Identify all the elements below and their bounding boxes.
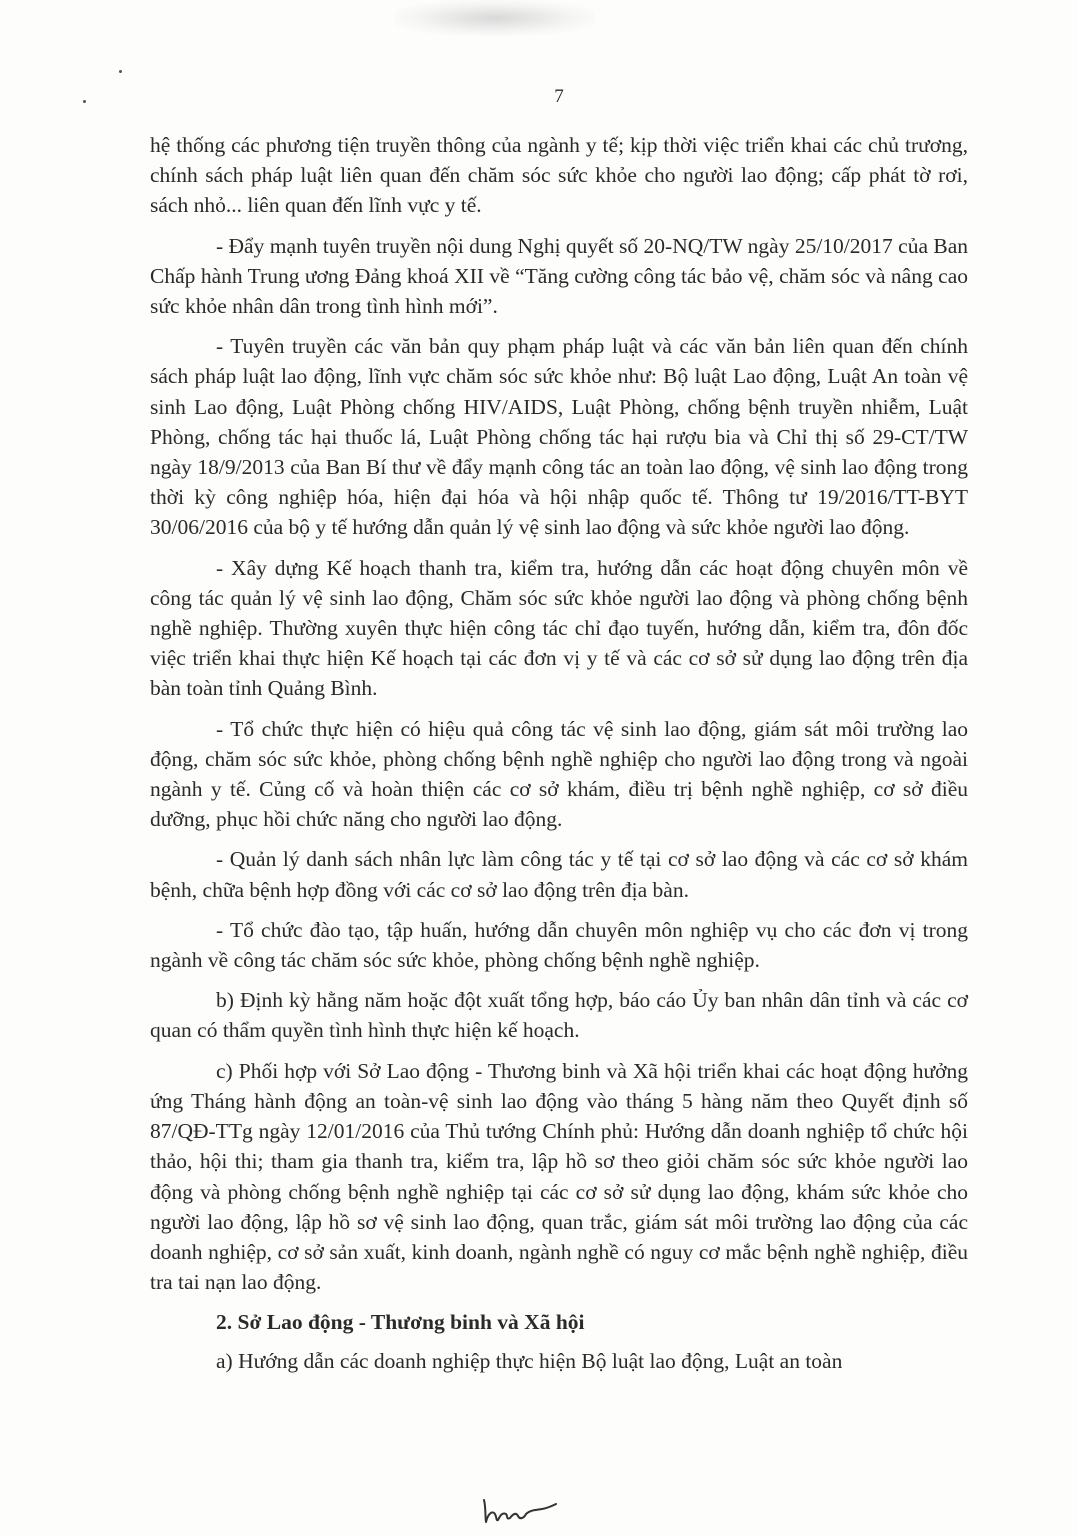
paragraph: - Tuyên truyền các văn bản quy phạm pháp luật và các văn bản liên quan đến chính sách pháp luật lao động, lĩnh vực chăm sóc sức khỏe như: Bộ luật Lao động, Luật An toàn vệ sinh Lao động, Luật Phòng chống HIV/AIDS, Luật Phòng, chống bệnh truyền nhiễm, Luật Phòng, chống tác hại thuốc lá, Luật Phòng chống tác hại rượu bia và Chỉ thị số 29-CT/TW ngày 18/9/2013 của Ban Bí thư về đẩy mạnh công tác an toàn lao động, vệ sinh lao động trong thời kỳ công nghiệp hóa, hiện đại hóa và hội nhập quốc tế. Thông tư 19/2016/TT-BYT 30/06/2016 của bộ y tế hướng dẫn quản lý vệ sinh lao động và sức khỏe người lao động. [150, 334, 968, 540]
section-heading: 2. Sở Lao động - Thương binh và Xã hội [216, 1310, 585, 1335]
paragraph: - Tổ chức thực hiện có hiệu quả công tác vệ sinh lao động, giám sát môi trường lao động, chăm sóc sức khỏe, phòng chống bệnh nghề nghiệp cho người lao động trong và ngoài ngành y tế. Củng cố và hoàn thiện các cơ sở khám, điều trị bệnh nghề nghiệp, cơ sở điều dưỡng, phục hồi chức năng cho người lao động. [150, 716, 968, 832]
paragraph: hệ thống các phương tiện truyền thông của ngành y tế; kịp thời việc triển khai các chủ trương, chính sách pháp luật liên quan đến chăm sóc sức khỏe cho người lao động; cấp phát tờ rơi, sách nhỏ... liên quan đến lĩnh vực y tế. [150, 133, 968, 218]
paragraph: - Quản lý danh sách nhân lực làm công tác y tế tại cơ sở lao động và các cơ sở khám bệnh, chữa bệnh hợp đồng với các cơ sở lao động trên địa bàn. [150, 847, 968, 902]
scan-artifact [395, 0, 595, 36]
paragraph: - Tổ chức đào tạo, tập huấn, hướng dẫn chuyên môn nghiệp vụ cho các đơn vị trong ngành về công tác chăm sóc sức khỏe, phòng chống bệnh nghề nghiệp. [150, 917, 968, 973]
paragraph: b) Định kỳ hằng năm hoặc đột xuất tổng hợp, báo cáo Ủy ban nhân dân tỉnh và các cơ quan có thẩm quyền tình hình thực hiện kế hoạch. [150, 988, 968, 1043]
signature-initials [480, 1496, 560, 1526]
document-body [150, 130, 968, 1386]
page-number: 7 [554, 86, 564, 107]
paragraph: - Xây dựng Kế hoạch thanh tra, kiểm tra, hướng dẫn các hoạt động chuyên môn về công tác quản lý vệ sinh lao động, Chăm sóc sức khỏe người lao động và phòng chống bệnh nghề nghiệp. Thường xuyên thực hiện công tác chỉ đạo tuyến, hướng dẫn, kiểm tra, đôn đốc việc triển khai thực hiện Kế hoạch tại các đơn vị y tế và các cơ sở sử dụng lao động trên địa bàn toàn tỉnh Quảng Bình. [150, 555, 968, 701]
paragraph: - Đẩy mạnh tuyên truyền nội dung Nghị quyết số 20-NQ/TW ngày 25/10/2017 của Ban Chấp hành Trung ương Đảng khoá XII về “Tăng cường công tác bảo vệ, chăm sóc và nâng cao sức khỏe nhân dân trong tình hình mới”. [150, 233, 968, 319]
paragraph: a) Hướng dẫn các doanh nghiệp thực hiện Bộ luật lao động, Luật an toàn [216, 1348, 843, 1373]
paragraph: c) Phối hợp với Sở Lao động - Thương binh và Xã hội triển khai các hoạt động hưởng ứng Tháng hành động an toàn-vệ sinh lao động vào tháng 5 hàng năm theo Quyết định số 87/QĐ-TTg ngày 12/01/2016 của Thủ tướng Chính phủ: Hướng dẫn doanh nghiệp tổ chức hội thảo, hội thi; tham gia thanh tra, kiểm tra, lập hồ sơ theo giỏi chăm sóc sức khỏe người lao động và phòng chống bệnh nghề nghiệp tại các cơ sở sử dụng lao động, khám sức khỏe cho người lao động, lập hồ sơ vệ sinh lao động, quan trắc, giám sát môi trường lao động của các doanh nghiệp, cơ sở sản xuất, kinh doanh, ngành nghề có nguy cơ mắc bệnh nghề nghiệp, điều tra tai nạn lao động. [150, 1058, 968, 1295]
scan-speck [119, 70, 122, 73]
